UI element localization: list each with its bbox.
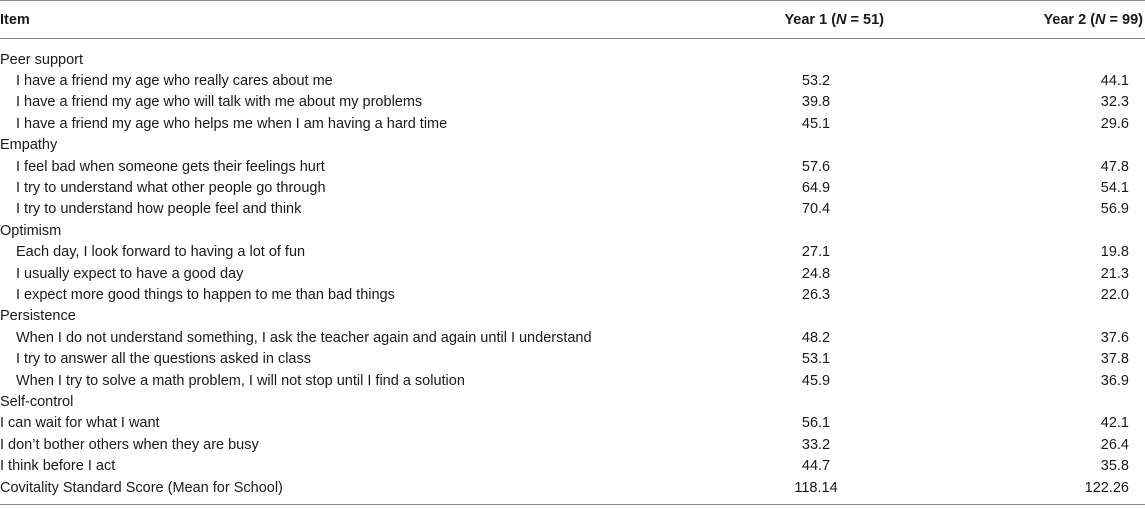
table-row [0,135,1145,156]
row-year1-value: 48.2 [801,329,831,346]
table-header-row [0,1,1145,38]
header-year1-n: N [836,11,847,28]
row-year1-value: 53.1 [801,351,831,368]
row-label: I can wait for what I want [0,415,160,432]
table-row [0,306,1145,327]
row-year1-value: 56.1 [801,415,831,432]
row-year2-value: 29.6 [1100,115,1129,132]
row-year1-value: 45.9 [801,372,831,389]
row-label: I have a friend my age who will talk with me about my problems [16,94,423,111]
table-row [0,370,1145,391]
row-year1-value: 118.14 [794,479,838,496]
row-label: I feel bad when someone gets their feelings hurt [16,158,325,175]
row-year2-value: 37.6 [1100,329,1129,346]
row-label: I don’t bother others when they are busy [0,436,259,453]
header-year1-suffix: = 51) [846,11,884,28]
row-year2-value: 19.8 [1100,244,1129,261]
table-row [0,113,1145,134]
table-row [0,434,1145,455]
table-row [0,348,1145,369]
table-row [0,49,1145,70]
table-row [0,220,1145,241]
row-year2-value: 32.3 [1100,94,1129,111]
row-label: I usually expect to have a good day [16,265,244,282]
row-label: I try to understand what other people go through [16,180,326,197]
row-year1-value: 64.9 [801,180,831,197]
row-label: Covitality Standard Score (Mean for School) [0,479,283,496]
table-body [0,39,1145,504]
row-year1-value: 45.1 [801,115,831,132]
row-year1-value: 57.6 [801,158,831,175]
header-year2-prefix: Year 2 ( [1043,11,1096,28]
table-row [0,477,1145,498]
row-label: Self-control [0,393,74,410]
header-year1 [700,12,932,28]
row-label: When I do not understand something, I ask the teacher again and again until I understand [16,329,592,346]
row-year2-value: 54.1 [1100,180,1129,197]
table-row [0,284,1145,305]
row-year1-value: 70.4 [801,201,831,218]
row-label: I have a friend my age who helps me when I am having a hard time [16,115,448,132]
header-year2-n: N [1095,11,1106,28]
table-row [0,199,1145,220]
row-year2-value: 22.0 [1100,286,1129,303]
row-label: I try to answer all the questions asked in class [16,351,311,368]
row-year2-value: 47.8 [1100,158,1129,175]
table-row [0,263,1145,284]
row-label: I have a friend my age who really cares about me [16,73,333,90]
table-row [0,92,1145,113]
table-row [0,391,1145,412]
row-year2-value: 35.8 [1100,458,1129,475]
table-row [0,177,1145,198]
table-row [0,455,1145,476]
row-year2-value: 21.3 [1100,265,1129,282]
row-label: I think before I act [0,458,116,475]
row-year2-value: 56.9 [1100,201,1129,218]
header-year2 [932,12,1145,28]
header-item: Item [0,11,30,28]
row-year2-value: 44.1 [1100,73,1129,90]
header-year1-prefix: Year 1 ( [784,11,837,28]
row-year1-value: 44.7 [801,458,831,475]
table-row [0,70,1145,91]
row-year1-value: 39.8 [801,94,831,111]
row-label: Persistence [0,308,76,325]
row-label: I expect more good things to happen to me than bad things [16,286,395,303]
row-year1-value: 27.1 [801,244,831,261]
row-year2-value: 36.9 [1100,372,1129,389]
row-label: Peer support [0,51,84,68]
row-year1-value: 24.8 [801,265,831,282]
header-year2-suffix: = 99) [1105,11,1143,28]
row-year1-value: 53.2 [801,73,831,90]
row-label: Empathy [0,137,58,154]
table-row [0,156,1145,177]
row-year2-value: 37.8 [1100,351,1129,368]
table-row [0,242,1145,263]
row-label: Optimism [0,222,62,239]
row-label: I try to understand how people feel and think [16,201,302,218]
row-label: When I try to solve a math problem, I will not stop until I find a solution [16,372,465,389]
row-year2-value: 122.26 [1084,479,1129,496]
row-label: Each day, I look forward to having a lot of fun [16,244,306,261]
table-row [0,327,1145,348]
bottom-rule [0,504,1145,505]
table-row [0,413,1145,434]
row-year1-value: 33.2 [801,436,831,453]
row-year2-value: 26.4 [1100,436,1129,453]
row-year1-value: 26.3 [801,286,831,303]
row-year2-value: 42.1 [1100,415,1129,432]
